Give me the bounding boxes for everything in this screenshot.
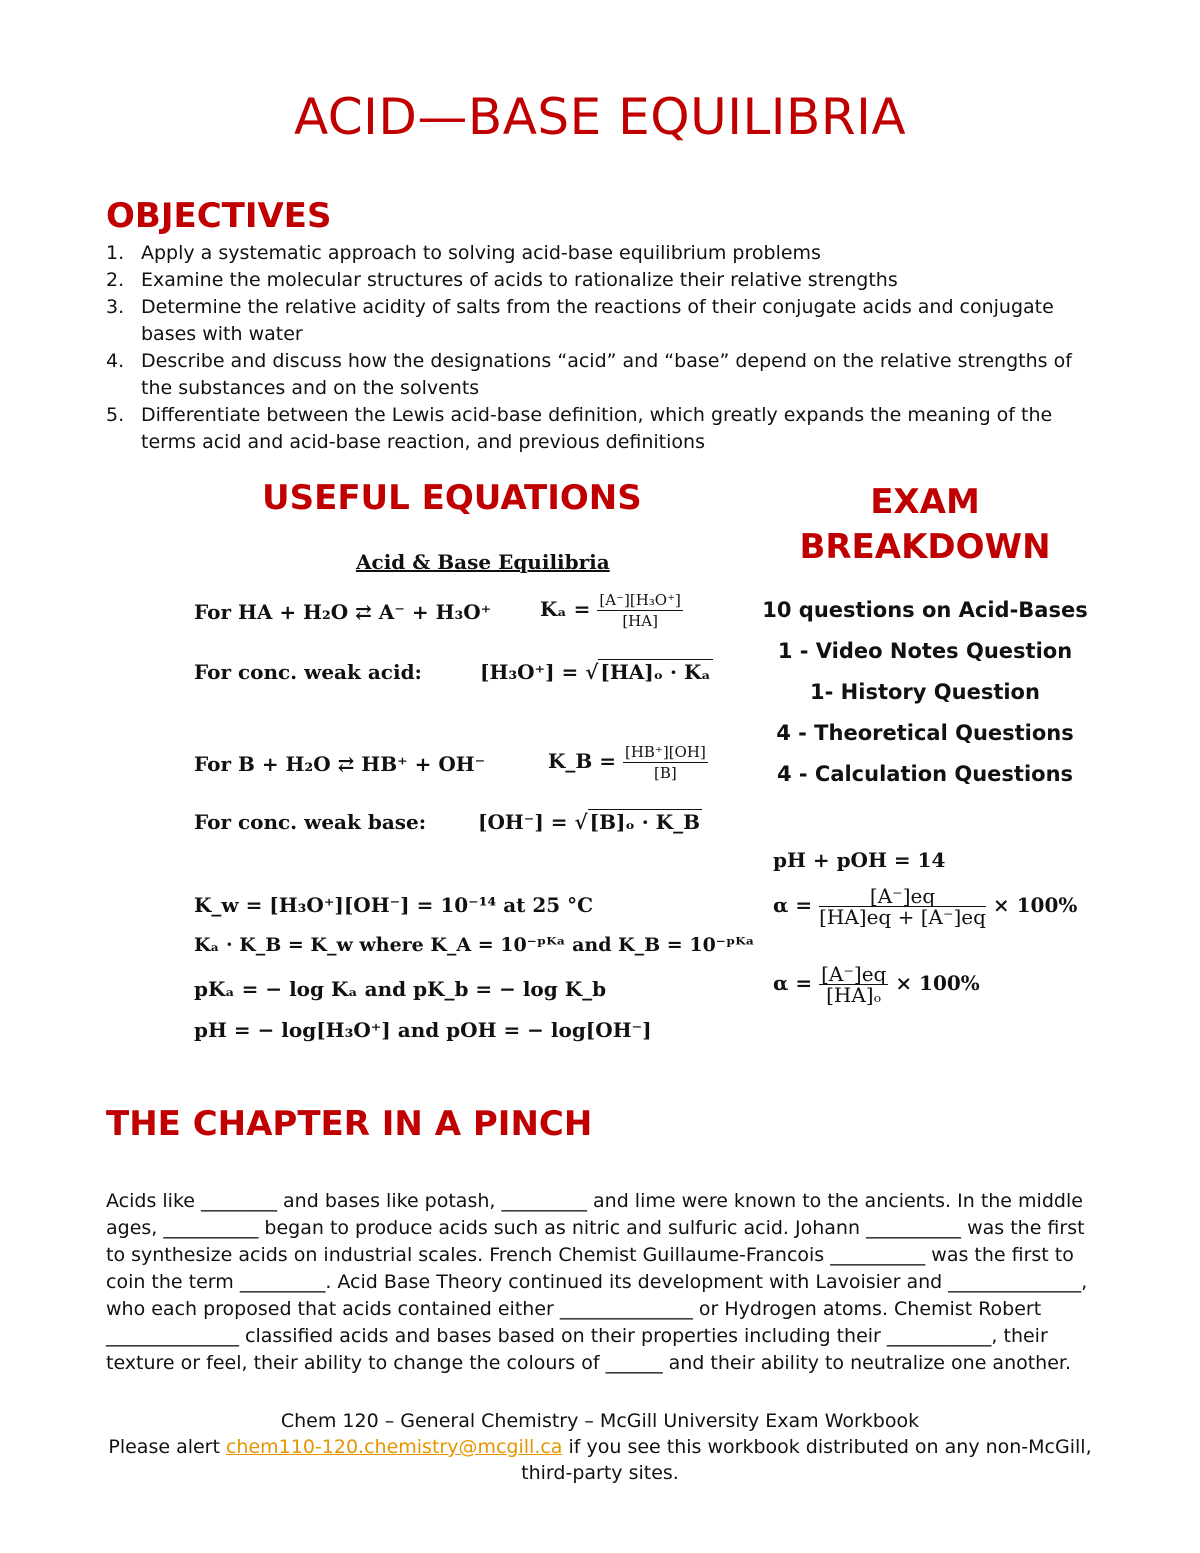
equations-subheading: Acid & Base Equilibria xyxy=(356,550,610,574)
kb-numerator: [HB⁺][OH] xyxy=(624,743,706,761)
objectives-list xyxy=(106,240,1096,456)
ka-numerator: [A⁻][H₃O⁺] xyxy=(599,591,681,609)
alpha1-lhs: α = xyxy=(773,893,813,917)
ka-fraction xyxy=(597,590,682,631)
list-item xyxy=(106,402,1096,456)
pka-equation: pKₐ = − log Kₐ and pK_b = − log K_b xyxy=(194,977,607,1001)
weak-acid-label: For conc. weak acid: xyxy=(194,660,422,684)
alpha2-denominator: [HA]ₒ xyxy=(826,983,882,1007)
page-title: ACID—BASE EQUILIBRIA xyxy=(293,88,907,146)
kb-fraction xyxy=(623,742,708,783)
item-number: 1. xyxy=(106,242,125,264)
kb-denominator: [B] xyxy=(654,764,677,782)
kb-lhs: K_B = xyxy=(548,749,617,773)
list-item xyxy=(106,348,1096,402)
alpha1-rhs: × 100% xyxy=(992,893,1078,917)
weak-acid-radicand: [HA]ₒ · Kₐ xyxy=(600,660,711,684)
exam-heading-line1: EXAM xyxy=(870,482,980,522)
weak-base-radicand: [B]ₒ · K_B xyxy=(589,810,700,834)
equations-heading: USEFUL EQUATIONS xyxy=(262,478,642,518)
footer-line: Chem 120 – General Chemistry – McGill University Exam Workbook xyxy=(280,1410,920,1432)
kb-expression xyxy=(548,742,708,783)
alpha2-numerator: [A⁻]eq xyxy=(821,962,887,986)
ka-expression xyxy=(540,590,683,631)
list-item: 10 questions on Acid-Bases xyxy=(762,598,1088,622)
weak-acid-formula xyxy=(480,660,713,684)
ka-denominator: [HA] xyxy=(622,612,658,630)
alert-prefix: Please alert xyxy=(108,1436,226,1458)
b-reaction: For B + H₂O ⇄ HB⁺ + OH⁻ xyxy=(194,752,486,776)
list-item: 4 - Theoretical Questions xyxy=(776,721,1074,745)
footer xyxy=(100,1408,1100,1486)
item-text: Apply a systematic approach to solving acid-base equilibrium problems xyxy=(141,242,821,264)
ha-reaction: For HA + H₂O ⇄ A⁻ + H₃O⁺ xyxy=(194,600,492,624)
list-item xyxy=(106,294,1096,348)
list-item: 1- History Question xyxy=(810,680,1040,704)
exam-breakdown-list xyxy=(755,590,1095,795)
ka-kb-equation: Kₐ · K_B = K_w where K_A = 10⁻ᵖᴷᵃ and K_B = 10⁻ᵖᴷᵃ xyxy=(194,934,755,956)
alpha2-lhs: α = xyxy=(773,971,813,995)
weak-base-formula xyxy=(478,810,702,834)
alpha-equation-1 xyxy=(773,886,1077,927)
list-item: 4 - Calculation Questions xyxy=(776,762,1074,786)
alpha1-fraction xyxy=(819,886,986,927)
alpha2-rhs: × 100% xyxy=(895,971,980,995)
item-text: Examine the molecular structures of acids to rationalize their relative strengths xyxy=(141,269,898,291)
item-text: Differentiate between the Lewis acid-base definition, which greatly expands the meaning of the terms acid and acid-base reaction, and previous definitions xyxy=(141,404,1053,453)
list-item xyxy=(106,267,1096,294)
weak-base-label: For conc. weak base: xyxy=(194,810,427,834)
exam-heading xyxy=(755,480,1095,570)
item-text: Determine the relative acidity of salts from the reactions of their conjugate acids and conjugate bases with water xyxy=(141,296,1054,345)
item-number: 5. xyxy=(106,404,125,426)
list-item: 1 - Video Notes Question xyxy=(777,639,1073,663)
footer-alert xyxy=(100,1434,1100,1486)
weak-base-lhs: [OH⁻] = √ xyxy=(478,810,588,834)
kw-equation: K_w = [H₃O⁺][OH⁻] = 10⁻¹⁴ at 25 °C xyxy=(194,893,594,917)
objectives-heading: OBJECTIVES xyxy=(106,196,332,236)
pinch-heading: THE CHAPTER IN A PINCH xyxy=(106,1104,593,1144)
alpha1-numerator: [A⁻]eq xyxy=(819,886,986,907)
exam-heading-line2: BREAKDOWN xyxy=(799,527,1051,567)
alpha1-denominator: [HA]eq + [A⁻]eq xyxy=(819,905,986,929)
ka-lhs: Kₐ = xyxy=(540,597,591,621)
weak-acid-lhs: [H₃O⁺] = √ xyxy=(480,660,599,684)
item-text: Describe and discuss how the designations “acid” and “base” depend on the relative strengths of the substances and on the solvents xyxy=(141,350,1072,399)
item-number: 3. xyxy=(106,296,125,318)
alert-suffix: if you see this workbook distributed on any non-McGill, third-party sites. xyxy=(521,1436,1092,1484)
ph-equation: pH = − log[H₃O⁺] and pOH = − log[OH⁻] xyxy=(194,1018,652,1042)
item-number: 4. xyxy=(106,350,125,372)
alpha2-fraction xyxy=(819,964,888,1005)
email-link[interactable]: chem110-120.chemistry@mcgill.ca xyxy=(225,1436,563,1458)
pinch-paragraph: Acids like ________ and bases like potash, _________ and lime were known to the ancients. In the middle ages, __________ began to produce acids such as nitric and sulfuric acid. Johann __________ was the first to synthesize acids on industrial scales. French Chemist Guillaume-Francois __________ was the first to coin the term _________. Acid Base Theory continued its development with Lavoisier and ______________, who each proposed that acids contained either ______________ or Hydrogen atoms. Chemist Robert ______________ classified acids and bases based on their properties including their ___________, their texture or feel, their ability to change the colours of ______ and their ability to neutralize one another. xyxy=(106,1190,1088,1374)
item-number: 2. xyxy=(106,269,125,291)
ph-poh-equation: pH + pOH = 14 xyxy=(773,848,946,872)
alpha-equation-2 xyxy=(773,964,980,1005)
list-item xyxy=(106,240,1096,267)
